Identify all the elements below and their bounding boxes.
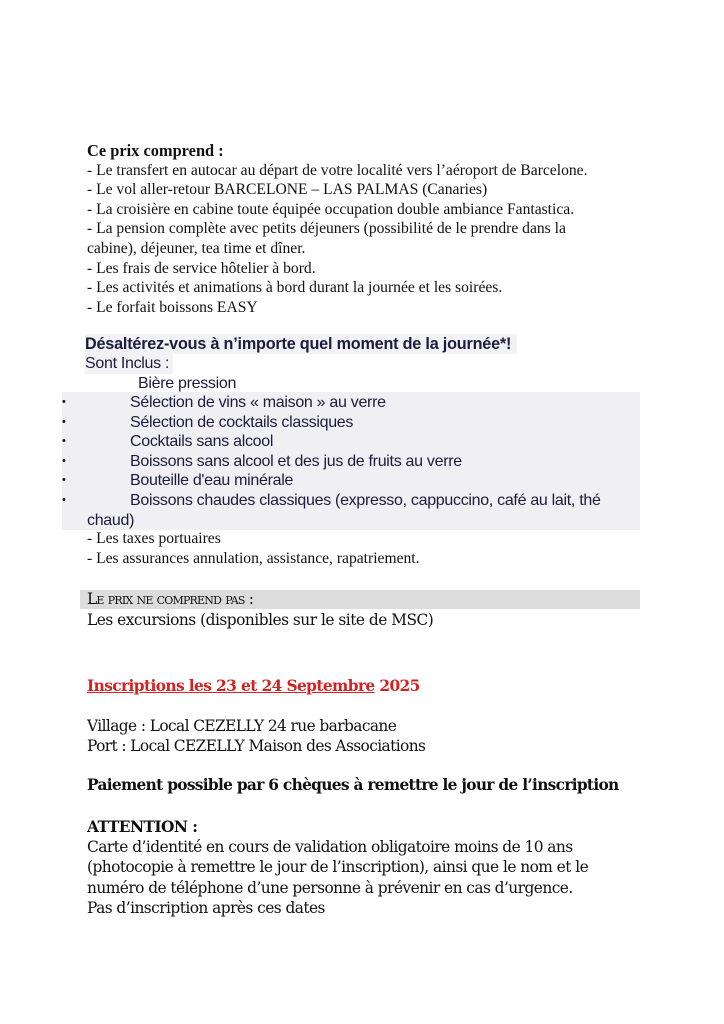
price-includes-more xyxy=(87,529,687,568)
list-item: - Les assurances annulation, assistance, rapatriement. xyxy=(87,549,420,567)
attention-line: Pas d’inscription après ces dates xyxy=(87,898,325,917)
registration-year: 2025 xyxy=(374,677,420,695)
attention-title: ATTENTION : xyxy=(87,818,198,836)
bullet-icon: • xyxy=(62,474,66,487)
registration-locations xyxy=(87,716,425,756)
bullet-icon: • xyxy=(62,396,66,408)
drinks-list-item xyxy=(62,432,640,452)
drinks-item-text: Boissons sans alcool et des jus de fruits au verre xyxy=(130,452,462,470)
attention-line: numéro de téléphone d’une personne à prévenir en cas d’urgence. xyxy=(87,878,573,897)
list-item: - Le transfert en autocar au départ de votre localité vers l’aéroport de Barcelone. xyxy=(87,161,588,179)
drinks-item-continuation: chaud) xyxy=(87,511,135,529)
list-item: - Les frais de service hôtelier à bord. xyxy=(87,259,316,277)
not-included-header xyxy=(80,590,640,609)
bullet-icon: • xyxy=(62,493,66,506)
location-village: Village : Local CEZELLY 24 rue barbacane xyxy=(87,717,397,735)
drinks-list-item xyxy=(62,491,640,530)
attention-line: (photocopie à remettre le jour de l’inscription), ainsi que le nom et le xyxy=(87,858,589,877)
drinks-heading: Désaltérez-vous à n’importe quel moment de la journée*! xyxy=(85,334,517,354)
drinks-item-text: Bouteille d'eau minérale xyxy=(130,472,294,490)
drinks-list-item xyxy=(62,452,640,472)
drinks-list-item xyxy=(62,413,640,433)
bullet-icon: • xyxy=(62,435,66,448)
list-item: - La pension complète avec petits déjeuners (possibilité de le prendre dans la xyxy=(87,220,566,238)
list-item-continuation: cabine), déjeuner, tea time et dîner. xyxy=(87,239,306,257)
list-item: - Le forfait boissons EASY xyxy=(87,298,258,316)
list-item: - Le vol aller-retour BARCELONE – LAS PALMAS (Canaries) xyxy=(87,181,488,199)
not-included-item: Les excursions (disponibles sur le site de MSC) xyxy=(87,611,434,629)
bullet-icon: • xyxy=(62,454,66,467)
drinks-item-text: Boissons chaudes classiques (expresso, cappuccino, café au lait, thé xyxy=(130,491,601,509)
list-item: - Les taxes portuaires xyxy=(87,530,221,547)
drinks-first-item: Bière pression xyxy=(138,375,237,392)
drinks-item-text: Cocktails sans alcool xyxy=(130,433,274,451)
location-port: Port : Local CEZELLY Maison des Associations xyxy=(87,737,426,755)
drinks-item-text: Sélection de vins « maison » au verre xyxy=(130,394,386,411)
drinks-list-item xyxy=(62,393,640,413)
drinks-subheading: Sont Inclus : xyxy=(85,354,173,374)
attention-section xyxy=(87,817,667,918)
drinks-list-item xyxy=(62,471,640,491)
price-includes-section xyxy=(87,141,687,317)
price-includes-title: Ce prix comprend : xyxy=(87,141,224,160)
registration-dates: Inscriptions les 23 et 24 Septembre xyxy=(87,677,375,695)
attention-line: Carte d’identité en cours de validation obligatoire moins de 10 ans xyxy=(87,838,573,857)
list-item: - La croisière en cabine toute équipée occupation double ambiance Fantastica. xyxy=(87,200,575,218)
list-item: - Les activités et animations à bord durant la journée et les soirées. xyxy=(87,279,503,297)
drinks-list xyxy=(62,393,640,530)
bullet-icon: • xyxy=(62,415,66,428)
drinks-item-text: Sélection de cocktails classiques xyxy=(130,413,354,431)
registration-heading xyxy=(87,676,420,696)
payment-info: Paiement possible par 6 chèques à remettre le jour de l’inscription xyxy=(87,776,619,794)
not-included-title: Le prix ne comprend pas : xyxy=(87,590,254,608)
